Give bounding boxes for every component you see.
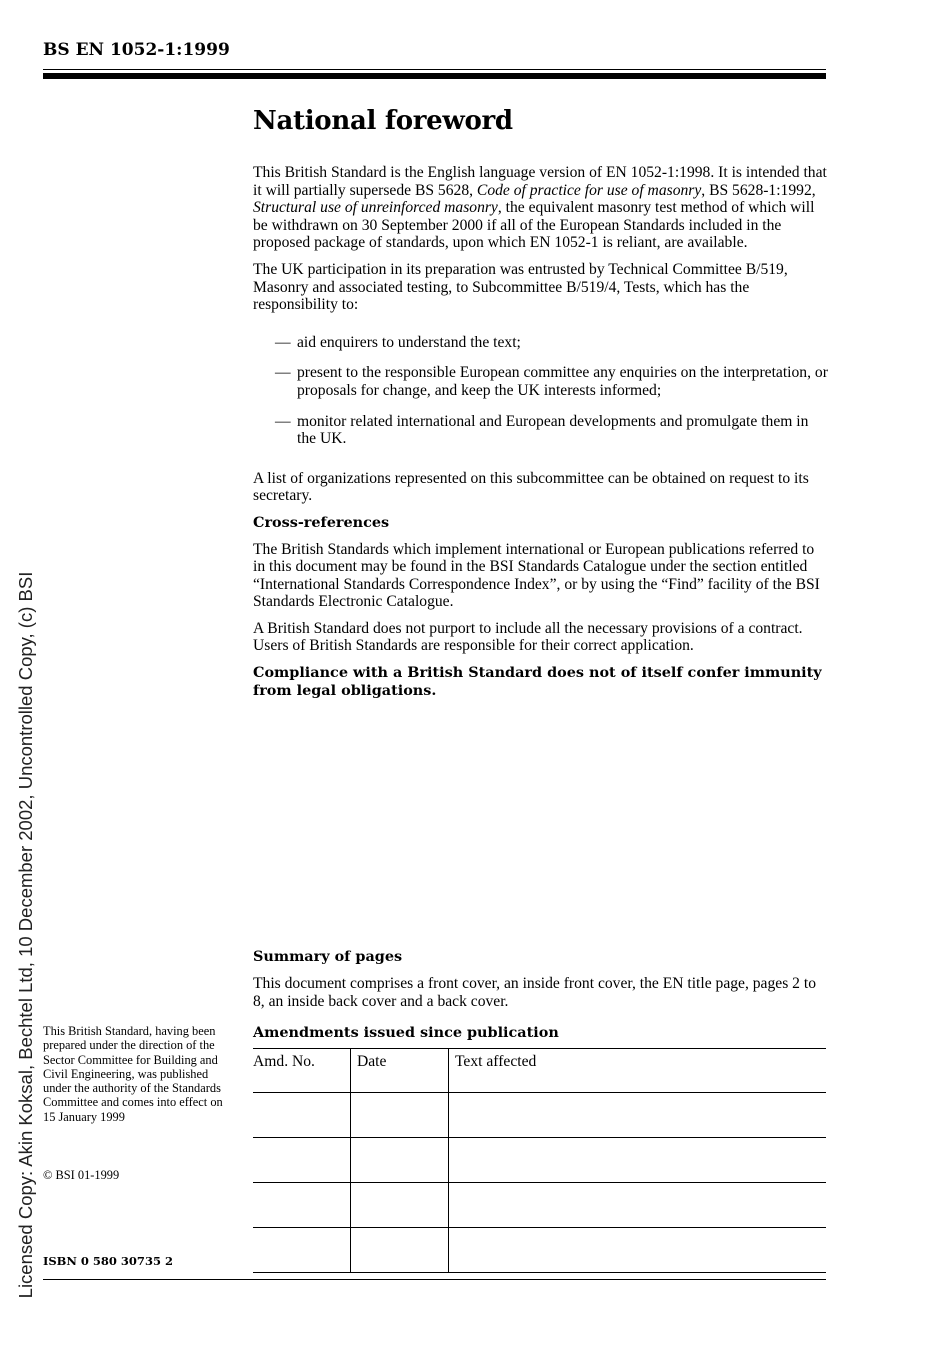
- compliance-statement: Compliance with a British Standard does not of itself confer immunity from legal obligations.: [253, 664, 822, 699]
- table-row: [253, 1138, 826, 1183]
- cross-references-heading: Cross-references: [253, 513, 390, 531]
- table-row: [253, 1228, 826, 1273]
- summary-heading: Summary of pages: [253, 948, 403, 965]
- dash-bullet: —: [275, 364, 291, 382]
- footer-rule: [43, 1279, 826, 1280]
- column-header-amd-no: Amd. No.: [253, 1049, 351, 1093]
- intro-paragraph-1: This British Standard is the English language version of EN 1052-1:1998. It is intended that it will partially supersede BS 5628, Code of practice for use of masonry, BS 5628-1:1992, Structural use of unreinforced masonry, the equivalent masonry test method of which will be withdrawn on 30 September 2000 if all of the European Standards included in the proposed package of standards, upon which EN 1052-1 is reliant, are available.: [253, 164, 827, 252]
- page-title: National foreword: [253, 106, 513, 136]
- isbn: ISBN 0 580 30735 2: [43, 1254, 173, 1268]
- table-row: [253, 1093, 826, 1138]
- amendments-table: [253, 1048, 826, 1273]
- header-rule-thick: [43, 73, 826, 79]
- table-row: [253, 1183, 826, 1228]
- license-watermark: Licensed Copy: Akin Koksal, Bechtel Ltd, 10 December 2002, Uncontrolled Copy, (c) BSI: [15, 571, 36, 1299]
- table-header-row: [253, 1049, 826, 1093]
- responsibility-list: [253, 334, 828, 448]
- bs5628-title: Code of practice for use of masonry: [476, 181, 702, 199]
- bs5628-1-title: Structural use of unreinforced masonry: [253, 199, 498, 217]
- summary-text: This document comprises a front cover, an inside front cover, the EN title page, pages 2 to 8, an inside back cover and a back cover.: [253, 975, 816, 1010]
- dash-bullet: —: [275, 412, 291, 430]
- list-item: — present to the responsible European committee any enquiries on the interpretation, or proposals for change, and keep the UK interests informed;: [275, 364, 828, 399]
- publication-note: This British Standard, having been prepared under the direction of the Sector Committee for Building and Civil Engineering, was published under the authority of the Standards Committee and comes into effect on 15 January 1999: [43, 1024, 223, 1124]
- header-rule-thin: [43, 69, 826, 70]
- cross-references-paragraph-2: A British Standard does not purport to include all the necessary provisions of a contract. Users of British Standards are responsible for their correct application.: [253, 619, 803, 655]
- standard-code-header: BS EN 1052-1:1999: [43, 40, 230, 60]
- dash-bullet: —: [275, 333, 291, 351]
- intro-paragraph-2: The UK participation in its preparation was entrusted by Technical Committee B/519, Masonry and associated testing, to Subcommittee B/519/4, Tests, which has the responsibility to:: [253, 260, 788, 314]
- list-item: — monitor related international and European developments and promulgate them in the UK.: [275, 412, 809, 448]
- column-header-text-affected: Text affected: [449, 1049, 827, 1093]
- copyright-notice: © BSI 01-1999: [43, 1168, 120, 1182]
- list-item: — aid enquirers to understand the text;: [275, 333, 521, 351]
- amendments-heading: Amendments issued since publication: [253, 1024, 559, 1041]
- intro-paragraph-3: A list of organizations represented on this subcommittee can be obtained on request to its secretary.: [253, 469, 809, 505]
- column-header-date: Date: [351, 1049, 449, 1093]
- foreword-body: [253, 164, 828, 708]
- cross-references-paragraph-1: The British Standards which implement international or European publications referred to in this document may be found in the BSI Standards Catalogue under the section entitled “International Standards Correspondence Index”, or by using the “Find” facility of the BSI Standards Electronic Catalogue.: [253, 540, 820, 611]
